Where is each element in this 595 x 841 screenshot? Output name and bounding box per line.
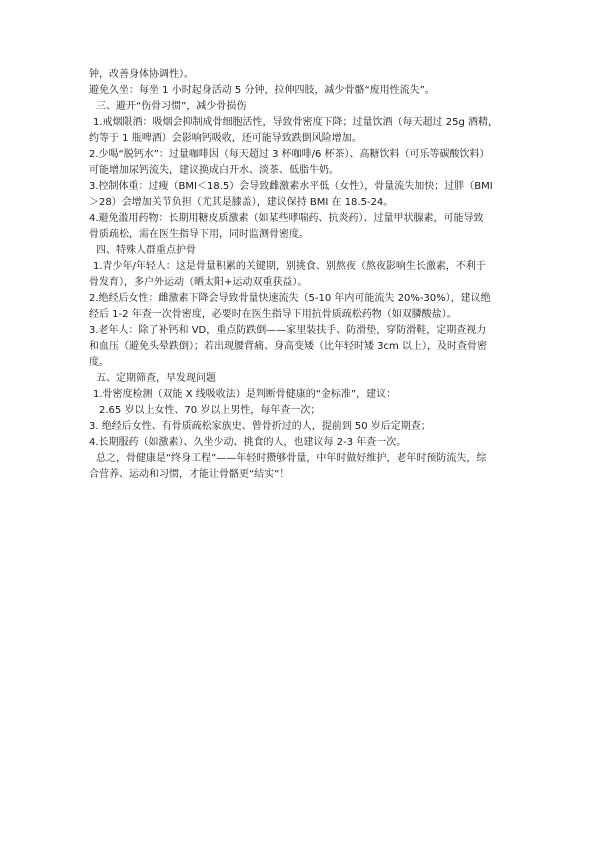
- list-item: [89, 419, 513, 435]
- text-line: 3.老年人：除了补钙和 VD，重点防跌倒——家里装扶手、防滑垫，穿防滑鞋，定期查视力: [89, 325, 487, 336]
- text-line: 度。: [89, 357, 109, 368]
- list-item: [89, 323, 513, 371]
- conclusion-paragraph: [89, 451, 513, 483]
- list-item: [89, 179, 513, 211]
- list-item: [89, 291, 513, 323]
- text-line: 骨质疏松，需在医生指导下用，同时监测骨密度。: [89, 229, 309, 240]
- text-line: 3.控制体重：过瘦（BMI＜18.5）会导致雌激素水平低（女性），骨量流失加快；过胖（BMI: [89, 181, 493, 192]
- text-line: 约等于 1 瓶啤酒）会影响钙吸收，还可能导致跌倒风险增加。: [89, 133, 362, 144]
- list-item: [89, 387, 513, 403]
- text-line: 1.骨密度检测（双能 X 线吸收法）是判断骨健康的“金标准”，建议：: [93, 389, 397, 400]
- section-special-groups: [89, 243, 513, 371]
- text-line: 骨发育），多户外运动（晒太阳+运动双重获益）。: [89, 277, 308, 288]
- text-line: 钟，改善身体协调性）。: [89, 69, 194, 80]
- list-item: [89, 403, 513, 419]
- list-item: [89, 115, 513, 147]
- text-line: ＞28）会增加关节负担（尤其是膝盖），建议保持 BMI 在 18.5-24。: [89, 197, 394, 208]
- text-line: 1.戒烟限酒：吸烟会抑制成骨细胞活性，导致骨密度下降；过量饮酒（每天超过 25g 酒精，: [93, 117, 498, 128]
- text-line: 总之，骨健康是“终身工程”——年轻时攒够骨量，中年时做好维护，老年时预防流失，综: [96, 453, 487, 464]
- list-item: [89, 67, 513, 83]
- text-line: 2.绝经后女性：雌激素下降会导致骨量快速流失（5-10 年内可能流失 20%-30%），建议绝: [89, 293, 491, 304]
- section-bad-habits: [89, 99, 513, 243]
- text-line: 1.青少年/年轻人：这是骨量积累的关键期，别挑食、别熬夜（熬夜影响生长激素，不利于: [93, 261, 486, 272]
- text-line: 和血压（避免头晕跌倒）；若出现腰背痛、身高变矮（比年轻时矮 3cm 以上），及时查骨密: [89, 341, 487, 352]
- section-heading: 四、特殊人群重点护骨: [96, 245, 196, 256]
- list-item: [89, 211, 513, 243]
- text-line: 4.长期服药（如激素）、久坐少动、挑食的人，也建议每 2-3 年查一次。: [89, 437, 407, 448]
- text-line: 避免久坐：每坐 1 小时起身活动 5 分钟，拉伸四肢，减少骨骼“废用性流失”。: [89, 85, 435, 96]
- list-item: [89, 259, 513, 291]
- section-heading: 三、避开“伤骨习惯”，减少骨损伤: [96, 101, 247, 112]
- text-line: 可能增加尿钙流失，建议换成白开水、淡茶、低脂牛奶。: [89, 165, 339, 176]
- section-screening: [89, 371, 513, 451]
- list-item: [89, 435, 513, 451]
- text-line: 4.避免滥用药物：长期用糖皮质激素（如某些哮喘药、抗炎药）、过量甲状腺素，可能导致: [89, 213, 484, 224]
- section-heading: 五、定期筛查，早发现问题: [96, 373, 216, 384]
- document-body: [89, 67, 513, 483]
- text-line: 2.少喝“脱钙水”：过量咖啡因（每天超过 3 杯咖啡/6 杯茶）、高糖饮料（可乐等碳酸饮料）: [89, 149, 490, 160]
- list-item: [89, 83, 513, 99]
- text-line: 经后 1-2 年查一次骨密度，必要时在医生指导下用抗骨质疏松药物（如双膦酸盐）。: [89, 309, 457, 320]
- list-item: [89, 147, 513, 179]
- text-line: 3. 绝经后女性、有骨质疏松家族史、曾骨折过的人，提前到 50 岁后定期查；: [89, 421, 431, 432]
- text-line: 合营养、运动和习惯，才能让骨骼更“结实”！: [89, 469, 290, 480]
- text-line: 2.65 岁以上女性、70 岁以上男性，每年查一次；: [99, 405, 321, 416]
